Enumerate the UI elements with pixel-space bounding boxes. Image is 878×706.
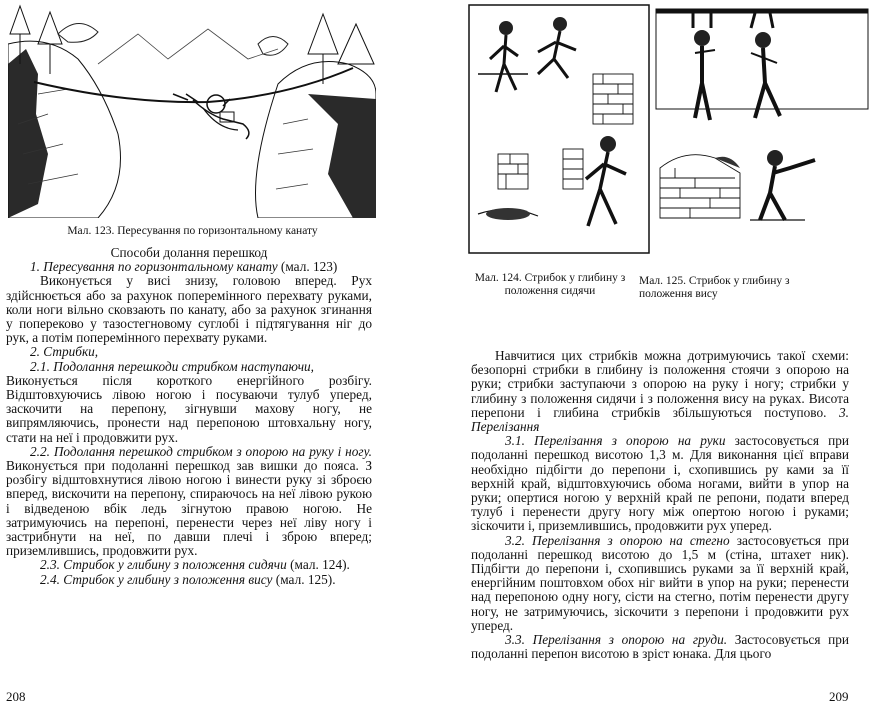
figure-123-caption: Мал. 123. Пересування по горизонтальному канату	[67, 225, 318, 237]
right-page	[439, 0, 878, 706]
section-3-1-body: застосовується при подоланні перешкод висотою 1,3 м. Для виконання цієї вправи необхідно підбігти до перепони і, схопившись ру ками за її верхній край, відштовхуючись обома ногами, вийти в упор на руки; опертися ногою у верхній край пе репони, подати вперед тулуб і перенести другу ногу між опертою ногою і руками; зіскочити і, приземлившись, продовжити рух уперед.	[471, 433, 849, 534]
page-number-right: 209	[829, 689, 849, 704]
section-3-2-body: застосовується при подоланні перешкод висотою до 1,5 м (стіна, штахет ник). Підбігти до перепони і, схопившись руками за її верхній край, енергійним поштовхом обох ніг вийти в упор на руки; перенести над перепоною одну ногу, сісти на стегно, потім перенести другу ногу, не затримуючись, зіскочити з перепони і продовжити рух уперед.	[471, 532, 849, 633]
section-2-1-title: 2.1. Подолання перешкоди стрибком наступаючи,	[30, 358, 315, 374]
section-2-3-title: 2.3. Стрибок у глибину з положення сидячи	[40, 557, 287, 573]
left-text-column	[6, 246, 372, 587]
figure-123-illustration	[8, 4, 376, 218]
figure-124-illustration	[468, 4, 650, 254]
section-2-2-title: 2.2. Подолання перешкод стрибком з опорою на руку і ногу.	[30, 443, 372, 459]
figure-125-illustration	[655, 8, 869, 228]
section-1-title: 1. Пересування по горизонтальному канату	[30, 259, 278, 275]
section-3-3-title: 3.3. Перелізання з опорою на груди.	[505, 632, 728, 648]
section-2-1-body: Виконується після короткого енергійного розбігу. Відштовхуючись лівою ногою і посуваючи тулуб уперед, заскочити на перепону, зігнувши махову ногу, не випрямляючись, пронести над перепоною штовхальну ногу, стати на неї і продовжити рух.	[6, 372, 372, 445]
figure-124-caption: Мал. 124. Стрибок у глибину з положення сидячи	[474, 272, 626, 297]
section-1-body: Виконується у висі знизу, головою вперед. Рух здійснюється або за рахунок поперемінного перехвату руками, коли ноги вільно сковзають по канату, або за рахунок згинання у попереково у тазостегновому суглобі і підтягування ніг до рук, а потім поперемінного перехвату руками.	[6, 273, 372, 346]
section-3-3-body: Застосовується при подоланні перепон висотою в зріст юнака. Для цього	[471, 632, 850, 662]
intro-paragraph: Навчитися цих стрибків можна дотримуючись такої схеми: безопорні стрибки в глибину із положення стоячи з опорою на руки; стрибки заступаючи з опорою на руку і ногу; стрибки у глибину з положення сидячи і з положення вису на руках. Висота перепони і глибина стрибків збільшуються поступово.	[471, 348, 849, 420]
section-2-4-ref: (мал. 125).	[272, 571, 336, 587]
figure-125-caption: Мал. 125. Стрибок у глибину з положення вису	[639, 275, 790, 300]
section-3-1-title: 3.1. Перелізання з опорою на руки	[505, 433, 726, 449]
section-2-2-body: Виконується при подоланні перешкод зав вишки до пояса. З розбігу відштовхнутися лівою ногою і винести руку зі зброєю вперед, вискочити на перепону, спираючось на неї лівою рукою і відведеною вбік ледь зігнутою правою ногою. Не затримуючись на перепоні, перенести через неї ліву ногу і застрибнути на неї, по давши плечі і зброю вперед; приземлившись, продовжити рух.	[6, 458, 372, 559]
section-2-4-title: 2.4. Стрибок у глибину з положення вису	[40, 571, 273, 587]
right-text-column	[471, 349, 849, 661]
section-3-2-title: 3.2. Перелізання з опорою на стегно	[505, 532, 730, 548]
section-3-title: 3. Перелізання	[471, 404, 849, 435]
section-1-ref: (мал. 123)	[277, 259, 338, 275]
section-2-title: 2. Стрибки,	[30, 344, 99, 360]
section-heading: Способи долання перешкод	[110, 245, 268, 260]
page-number-left: 208	[6, 689, 26, 704]
section-2-3-ref: (мал. 124).	[286, 557, 350, 573]
